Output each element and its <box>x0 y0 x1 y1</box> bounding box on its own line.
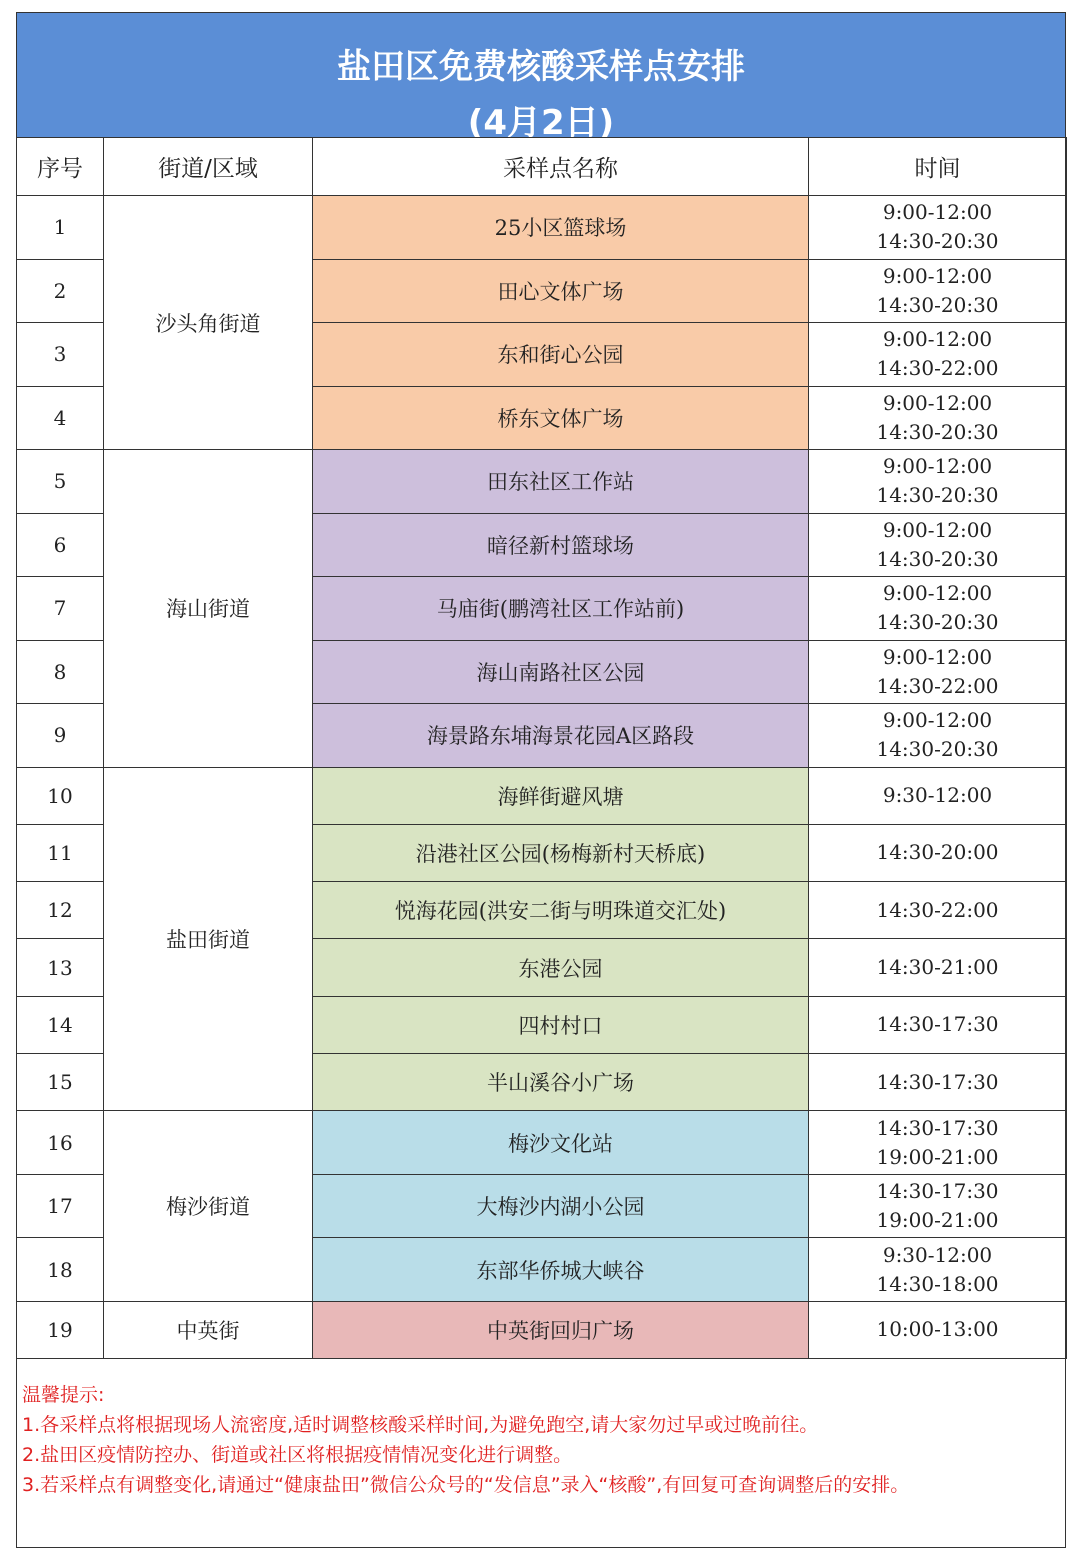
table-row <box>17 196 1067 260</box>
page-date: (4月2日) <box>467 103 615 143</box>
note-item: 3.若采样点有调整变化,请通过“健康盐田”微信公众号的“发信息”录入“核酸”,有回复可查询调整后的安排。 <box>22 1474 910 1496</box>
time-range: 14:30-17:30 <box>876 1115 999 1140</box>
column-header-seq: 序号 <box>17 138 104 196</box>
time-cell <box>809 323 1067 387</box>
area-cell: 梅沙街道 <box>104 1111 313 1302</box>
time-range: 9:00-12:00 <box>882 263 993 288</box>
time-range: 14:30-20:30 <box>876 229 999 254</box>
time-cell <box>809 1301 1067 1358</box>
time-range: 14:30-20:30 <box>876 292 999 317</box>
seq-cell: 19 <box>17 1301 104 1358</box>
time-range: 9:00-12:00 <box>882 581 993 606</box>
site-name-cell: 东和街心公园 <box>313 323 809 387</box>
site-name-cell: 暗径新村篮球场 <box>313 513 809 577</box>
time-range: 14:30-20:00 <box>876 840 999 865</box>
time-cell <box>809 767 1067 824</box>
time-cell <box>809 1174 1067 1238</box>
seq-cell: 12 <box>17 882 104 939</box>
seq-cell: 10 <box>17 767 104 824</box>
seq-cell: 1 <box>17 196 104 260</box>
site-name-cell: 沿港社区公园(杨梅新村天桥底) <box>313 824 809 881</box>
table-row <box>17 1111 1067 1175</box>
time-range: 19:00-21:00 <box>876 1208 999 1233</box>
seq-cell: 16 <box>17 1111 104 1175</box>
time-range: 14:30-21:00 <box>876 955 999 980</box>
time-range: 9:00-12:00 <box>882 644 993 669</box>
site-name-cell: 悦海花园(洪安二街与明珠道交汇处) <box>313 882 809 939</box>
site-name-cell: 东港公园 <box>313 939 809 996</box>
column-header-area: 街道/区域 <box>104 138 313 196</box>
time-range: 14:30-20:30 <box>876 419 999 444</box>
site-name-cell: 马庙街(鹏湾社区工作站前) <box>313 577 809 641</box>
site-name-cell: 田心文体广场 <box>313 259 809 323</box>
seq-cell: 14 <box>17 996 104 1053</box>
time-cell <box>809 513 1067 577</box>
site-name-cell: 25小区篮球场 <box>313 196 809 260</box>
time-range: 14:30-20:30 <box>876 483 999 508</box>
seq-cell: 17 <box>17 1174 104 1238</box>
time-range: 14:30-18:00 <box>876 1271 999 1296</box>
site-name-cell: 田东社区工作站 <box>313 450 809 514</box>
time-range: 9:30-12:00 <box>882 783 993 808</box>
time-range: 9:00-12:00 <box>882 517 993 542</box>
area-cell: 中英街 <box>104 1301 313 1358</box>
seq-cell: 9 <box>17 704 104 768</box>
seq-cell: 2 <box>17 259 104 323</box>
note-item: 1.各采样点将根据现场人流密度,适时调整核酸采样时间,为避免跑空,请大家勿过早或过晚前往。 <box>22 1414 819 1436</box>
seq-cell: 3 <box>17 323 104 387</box>
seq-cell: 13 <box>17 939 104 996</box>
time-cell <box>809 882 1067 939</box>
time-cell <box>809 1111 1067 1175</box>
time-range: 14:30-22:00 <box>876 897 999 922</box>
seq-cell: 4 <box>17 386 104 450</box>
time-range: 9:00-12:00 <box>882 327 993 352</box>
time-cell <box>809 259 1067 323</box>
column-header-time: 时间 <box>809 138 1067 196</box>
time-range: 14:30-20:30 <box>876 546 999 571</box>
time-range: 9:30-12:00 <box>882 1242 993 1267</box>
time-range: 14:30-20:30 <box>876 737 999 762</box>
time-range: 14:30-17:30 <box>876 1179 999 1204</box>
time-cell <box>809 577 1067 641</box>
notes-section <box>22 1380 1062 1500</box>
page-title: 盐田区免费核酸采样点安排 <box>337 47 745 87</box>
area-cell: 海山街道 <box>104 450 313 768</box>
site-name-cell: 大梅沙内湖小公园 <box>313 1174 809 1238</box>
time-range: 9:00-12:00 <box>882 390 993 415</box>
time-range: 9:00-12:00 <box>882 708 993 733</box>
site-name-cell: 海山南路社区公园 <box>313 640 809 704</box>
time-cell <box>809 1238 1067 1302</box>
table-header-row <box>17 138 1067 196</box>
time-cell <box>809 704 1067 768</box>
time-cell <box>809 996 1067 1053</box>
site-name-cell: 梅沙文化站 <box>313 1111 809 1175</box>
title-banner <box>16 12 1066 143</box>
time-range: 14:30-20:30 <box>876 610 999 635</box>
time-cell <box>809 450 1067 514</box>
site-name-cell: 四村村口 <box>313 996 809 1053</box>
seq-cell: 18 <box>17 1238 104 1302</box>
site-name-cell: 海景路东埔海景花园A区路段 <box>313 704 809 768</box>
table-row <box>17 1301 1067 1358</box>
seq-cell: 8 <box>17 640 104 704</box>
time-cell <box>809 824 1067 881</box>
time-range: 14:30-22:00 <box>876 356 999 381</box>
column-header-site: 采样点名称 <box>313 138 809 196</box>
area-cell: 盐田街道 <box>104 767 313 1111</box>
time-range: 14:30-22:00 <box>876 673 999 698</box>
site-name-cell: 半山溪谷小广场 <box>313 1053 809 1110</box>
time-cell <box>809 386 1067 450</box>
sampling-sites-table <box>16 137 1067 1359</box>
time-range: 9:00-12:00 <box>882 200 993 225</box>
seq-cell: 15 <box>17 1053 104 1110</box>
table-body <box>17 196 1067 1359</box>
seq-cell: 5 <box>17 450 104 514</box>
table-row <box>17 767 1067 824</box>
site-name-cell: 海鲜街避风塘 <box>313 767 809 824</box>
note-item: 2.盐田区疫情防控办、街道或社区将根据疫情情况变化进行调整。 <box>22 1444 573 1466</box>
time-range: 9:00-12:00 <box>882 454 993 479</box>
time-range: 19:00-21:00 <box>876 1144 999 1169</box>
site-name-cell: 中英街回归广场 <box>313 1301 809 1358</box>
time-range: 14:30-17:30 <box>876 1012 999 1037</box>
time-cell <box>809 939 1067 996</box>
site-name-cell: 桥东文体广场 <box>313 386 809 450</box>
seq-cell: 7 <box>17 577 104 641</box>
area-cell: 沙头角街道 <box>104 196 313 450</box>
notes-heading: 温馨提示: <box>22 1384 105 1406</box>
time-cell <box>809 196 1067 260</box>
site-name-cell: 东部华侨城大峡谷 <box>313 1238 809 1302</box>
time-range: 10:00-13:00 <box>876 1317 999 1342</box>
time-cell <box>809 640 1067 704</box>
time-cell <box>809 1053 1067 1110</box>
time-range: 14:30-17:30 <box>876 1069 999 1094</box>
seq-cell: 6 <box>17 513 104 577</box>
table-row <box>17 450 1067 514</box>
seq-cell: 11 <box>17 824 104 881</box>
